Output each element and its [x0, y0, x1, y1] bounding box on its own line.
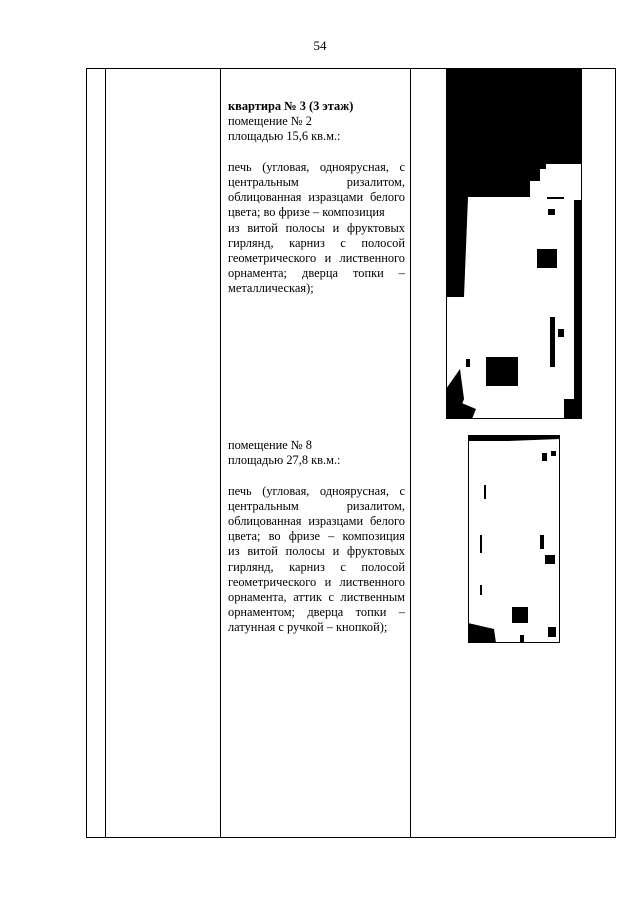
description-line: гирлянд, карниз с полосой: [228, 235, 405, 250]
description-line: металлическая);: [228, 281, 314, 296]
description-line: облицованная изразцами белого: [228, 514, 405, 528]
column-divider-3: [410, 69, 411, 837]
description-line: орнамента; дверца топки –: [228, 266, 405, 281]
description-line: цвета; во фризе – композиция: [228, 205, 385, 220]
column-divider-1: [105, 69, 106, 837]
description-line: облицованная изразцами белого: [228, 190, 405, 205]
column-divider-2: [220, 69, 221, 837]
entry-room-8: [228, 438, 405, 636]
description-line: печь (угловая, одноярусная, с: [228, 159, 405, 174]
stove-photo-room-2: [446, 69, 582, 419]
description-line: из витой полосы и фруктовых: [228, 544, 405, 559]
description-line: из витой полосы и фруктовых: [228, 220, 405, 235]
table-left-border: [86, 69, 87, 837]
description-line: орнамента, аттик с лиственным: [228, 590, 405, 605]
description-line: гирлянд, карниз с полосой: [228, 559, 405, 574]
room-area: площадью 27,8 кв.м.:: [228, 453, 341, 468]
room-number: помещение № 8: [228, 438, 312, 452]
description-line: латунная с ручкой – кнопкой);: [228, 620, 388, 635]
apartment-heading: квартира № 3 (3 этаж): [228, 99, 354, 113]
description-line: печь (угловая, одноярусная, с: [228, 483, 405, 498]
description-line: геометрического и лиственного: [228, 251, 405, 266]
entry-apartment-3-room-2: [228, 99, 405, 297]
room-area: площадью 15,6 кв.м.:: [228, 129, 341, 144]
stove-photo-room-8: [468, 435, 560, 643]
room-number: помещение № 2: [228, 114, 312, 129]
description-line: цвета; во фризе – композиция: [228, 529, 405, 544]
description-line: геометрического и лиственного: [228, 574, 405, 589]
description-line: центральным ризалитом,: [228, 498, 405, 513]
page-number: 54: [313, 38, 327, 53]
table-right-border: [615, 69, 616, 837]
description-line: орнаментом; дверца топки –: [228, 605, 405, 620]
description-line: центральным ризалитом,: [228, 175, 405, 189]
